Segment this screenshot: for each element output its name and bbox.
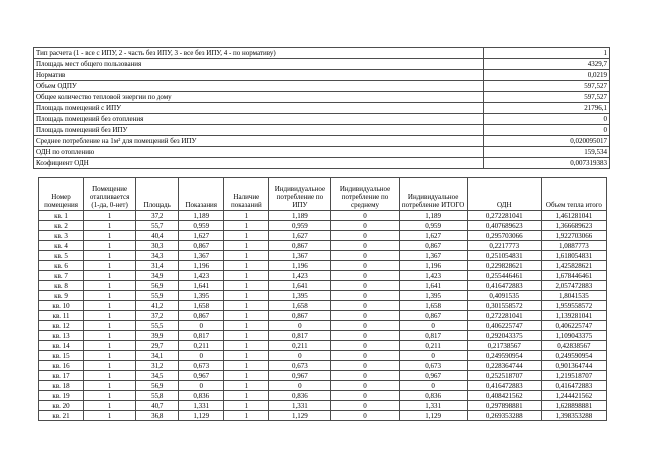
- column-header: Индивидуальное потребление по ИПУ: [269, 178, 331, 211]
- cell: 1: [84, 281, 136, 291]
- cell: 1: [224, 391, 269, 401]
- cell: 0,2217773: [467, 241, 541, 251]
- cell: 0: [399, 351, 467, 361]
- cell: 1,0887773: [541, 241, 606, 251]
- cell: 1,922703066: [541, 231, 606, 241]
- cell: 1: [224, 251, 269, 261]
- cell: 1,423: [269, 271, 331, 281]
- summary-row: [34, 147, 610, 158]
- table-row: [39, 371, 607, 381]
- cell: 0: [331, 411, 399, 421]
- cell: 0: [331, 221, 399, 231]
- cell: 1: [224, 381, 269, 391]
- cell: 1: [84, 261, 136, 271]
- table-row: [39, 391, 607, 401]
- column-header: Индивидуальное потребление ИТОГО: [399, 178, 467, 211]
- apartments-header-row: [39, 178, 607, 211]
- summary-row: [34, 92, 610, 103]
- cell: 1: [84, 241, 136, 251]
- cell: 0,406225747: [541, 321, 606, 331]
- apartments-table-body: [39, 211, 607, 421]
- cell: кв. 2: [39, 221, 84, 231]
- cell: 1: [84, 371, 136, 381]
- column-header: Объем тепла итого: [541, 178, 606, 211]
- cell: 37,2: [136, 311, 179, 321]
- cell: 0,959: [399, 221, 467, 231]
- cell: 1: [224, 341, 269, 351]
- cell: 1,678446461: [541, 271, 606, 281]
- apartments-table: [38, 177, 607, 421]
- cell: 1,658: [399, 301, 467, 311]
- cell: кв. 17: [39, 371, 84, 381]
- cell: кв. 9: [39, 291, 84, 301]
- cell: 1: [84, 341, 136, 351]
- cell: 1: [224, 401, 269, 411]
- cell: 1: [224, 371, 269, 381]
- cell: 1: [84, 231, 136, 241]
- cell: 0,211: [399, 341, 467, 351]
- cell: 0,301558572: [467, 301, 541, 311]
- cell: 1,627: [269, 231, 331, 241]
- table-row: [39, 211, 607, 221]
- cell: 36,8: [136, 411, 179, 421]
- summary-value: 21796,1: [484, 103, 610, 114]
- cell: 1,423: [399, 271, 467, 281]
- summary-value: 0: [484, 114, 610, 125]
- cell: 40,7: [136, 401, 179, 411]
- summary-value: 0,0219: [484, 70, 610, 81]
- cell: кв. 19: [39, 391, 84, 401]
- cell: 0,867: [179, 241, 224, 251]
- table-row: [39, 341, 607, 351]
- cell: кв. 20: [39, 401, 84, 411]
- cell: 0,408421562: [467, 391, 541, 401]
- summary-row: [34, 158, 610, 169]
- table-row: [39, 261, 607, 271]
- cell: 0,867: [399, 311, 467, 321]
- cell: 1,627: [179, 231, 224, 241]
- cell: 0,252518707: [467, 371, 541, 381]
- cell: 0: [331, 321, 399, 331]
- cell: 1,367: [179, 251, 224, 261]
- cell: 1,331: [269, 401, 331, 411]
- cell: 30,3: [136, 241, 179, 251]
- cell: 0: [331, 301, 399, 311]
- table-row: [39, 311, 607, 321]
- summary-value: 4329,7: [484, 59, 610, 70]
- cell: 0: [331, 341, 399, 351]
- summary-row: [34, 59, 610, 70]
- column-header: ОДН: [467, 178, 541, 211]
- table-row: [39, 301, 607, 311]
- cell: 1,196: [399, 261, 467, 271]
- cell: 0,416472883: [541, 381, 606, 391]
- table-row: [39, 281, 607, 291]
- cell: 0,867: [399, 241, 467, 251]
- summary-row: [34, 103, 610, 114]
- table-row: [39, 321, 607, 331]
- cell: кв. 8: [39, 281, 84, 291]
- cell: 0: [269, 351, 331, 361]
- cell: 1,196: [269, 261, 331, 271]
- cell: 0: [331, 391, 399, 401]
- summary-row: [34, 125, 610, 136]
- cell: 1: [84, 291, 136, 301]
- cell: кв. 14: [39, 341, 84, 351]
- cell: 55,9: [136, 291, 179, 301]
- cell: 0: [331, 371, 399, 381]
- cell: 1,461281041: [541, 211, 606, 221]
- summary-row: [34, 48, 610, 59]
- table-row: [39, 351, 607, 361]
- cell: 1: [84, 251, 136, 261]
- summary-label: ОДН по отоплению: [34, 147, 484, 158]
- cell: 0,249590954: [467, 351, 541, 361]
- summary-value: 0,007319383: [484, 158, 610, 169]
- cell: 0,416472883: [467, 281, 541, 291]
- cell: 0,867: [269, 311, 331, 321]
- cell: 0,967: [269, 371, 331, 381]
- cell: 0,211: [269, 341, 331, 351]
- cell: 0: [331, 241, 399, 251]
- cell: 0: [331, 361, 399, 371]
- cell: 1,8041535: [541, 291, 606, 301]
- table-row: [39, 291, 607, 301]
- summary-label: Норматив: [34, 70, 484, 81]
- cell: 0,255446461: [467, 271, 541, 281]
- cell: 0: [399, 321, 467, 331]
- cell: 1: [84, 211, 136, 221]
- cell: 0,901364744: [541, 361, 606, 371]
- cell: 0,406225747: [467, 321, 541, 331]
- cell: 1,628898881: [541, 401, 606, 411]
- cell: 0,21738567: [467, 341, 541, 351]
- cell: 1,425828621: [541, 261, 606, 271]
- cell: 1,618054831: [541, 251, 606, 261]
- cell: 0: [269, 381, 331, 391]
- cell: 1,129: [269, 411, 331, 421]
- cell: 0: [179, 351, 224, 361]
- cell: 0,967: [179, 371, 224, 381]
- cell: 1: [224, 281, 269, 291]
- cell: 0,817: [179, 331, 224, 341]
- summary-label: Площадь мест общего пользования: [34, 59, 484, 70]
- cell: кв. 7: [39, 271, 84, 281]
- cell: кв. 15: [39, 351, 84, 361]
- cell: кв. 4: [39, 241, 84, 251]
- cell: 1: [224, 331, 269, 341]
- summary-label: Тип расчета (1 - все с ИПУ, 2 - часть без ИПУ, 3 - все без ИПУ, 4 - по нормативу): [34, 48, 484, 59]
- cell: 55,8: [136, 391, 179, 401]
- column-header: Наличие показаний: [224, 178, 269, 211]
- cell: 0,817: [269, 331, 331, 341]
- cell: 31,4: [136, 261, 179, 271]
- cell: 0,295703066: [467, 231, 541, 241]
- column-header: Помещение отапливается (1-да, 0-нет): [84, 178, 136, 211]
- cell: 34,5: [136, 371, 179, 381]
- cell: 1,331: [179, 401, 224, 411]
- cell: 1,423: [179, 271, 224, 281]
- cell: 0,416472883: [467, 381, 541, 391]
- cell: 1: [224, 311, 269, 321]
- cell: 0: [331, 401, 399, 411]
- cell: 0: [331, 291, 399, 301]
- cell: кв. 1: [39, 211, 84, 221]
- table-row: [39, 381, 607, 391]
- cell: 1: [224, 261, 269, 271]
- cell: 0,269353288: [467, 411, 541, 421]
- cell: 0,836: [269, 391, 331, 401]
- cell: 0,297898881: [467, 401, 541, 411]
- column-header: Показания: [179, 178, 224, 211]
- cell: 56,9: [136, 381, 179, 391]
- cell: 1: [84, 311, 136, 321]
- cell: 1,189: [399, 211, 467, 221]
- cell: 0,211: [179, 341, 224, 351]
- cell: кв. 3: [39, 231, 84, 241]
- cell: 0: [331, 281, 399, 291]
- cell: 1: [224, 321, 269, 331]
- cell: 0: [269, 321, 331, 331]
- cell: кв. 21: [39, 411, 84, 421]
- cell: 0,407689623: [467, 221, 541, 231]
- cell: 0,228364744: [467, 361, 541, 371]
- cell: 0: [331, 251, 399, 261]
- cell: 1: [224, 291, 269, 301]
- cell: 1,398353288: [541, 411, 606, 421]
- cell: кв. 10: [39, 301, 84, 311]
- cell: 37,2: [136, 211, 179, 221]
- cell: 1,196: [179, 261, 224, 271]
- cell: 1: [224, 271, 269, 281]
- cell: 0,673: [399, 361, 467, 371]
- cell: 0: [331, 311, 399, 321]
- column-header: Индивидуальное потребление по среднему: [331, 178, 399, 211]
- cell: 2,057472883: [541, 281, 606, 291]
- cell: 0: [331, 381, 399, 391]
- cell: 1: [84, 411, 136, 421]
- cell: 0,673: [179, 361, 224, 371]
- cell: 1,244421562: [541, 391, 606, 401]
- summary-row: [34, 114, 610, 125]
- summary-label: Площадь помещений без ИПУ: [34, 125, 484, 136]
- cell: 1,219518707: [541, 371, 606, 381]
- cell: 0: [331, 351, 399, 361]
- table-row: [39, 231, 607, 241]
- cell: 1,641: [399, 281, 467, 291]
- cell: 1: [84, 271, 136, 281]
- summary-value: 0,020095017: [484, 136, 610, 147]
- summary-value: 597,527: [484, 81, 610, 92]
- cell: 1: [84, 221, 136, 231]
- cell: 1,367: [269, 251, 331, 261]
- cell: 1,658: [179, 301, 224, 311]
- cell: 0,42838567: [541, 341, 606, 351]
- cell: 0,229828621: [467, 261, 541, 271]
- cell: 0: [331, 261, 399, 271]
- cell: 1,139281041: [541, 311, 606, 321]
- cell: 1: [84, 351, 136, 361]
- cell: 0: [179, 381, 224, 391]
- cell: 1,129: [179, 411, 224, 421]
- cell: 0,272281041: [467, 311, 541, 321]
- cell: 56,9: [136, 281, 179, 291]
- cell: 0,251054831: [467, 251, 541, 261]
- cell: 0: [331, 211, 399, 221]
- summary-label: Объем ОДПУ: [34, 81, 484, 92]
- cell: 1: [84, 331, 136, 341]
- table-row: [39, 251, 607, 261]
- cell: 0,817: [399, 331, 467, 341]
- cell: 1: [224, 361, 269, 371]
- cell: 34,3: [136, 251, 179, 261]
- cell: 1,129: [399, 411, 467, 421]
- cell: кв. 13: [39, 331, 84, 341]
- summary-table-body: [34, 48, 610, 169]
- cell: 1: [224, 211, 269, 221]
- cell: 0,959: [179, 221, 224, 231]
- cell: 0: [331, 271, 399, 281]
- summary-row: [34, 136, 610, 147]
- table-row: [39, 221, 607, 231]
- cell: 1: [224, 411, 269, 421]
- cell: 0,673: [269, 361, 331, 371]
- cell: 1: [224, 301, 269, 311]
- cell: 34,1: [136, 351, 179, 361]
- cell: 0: [331, 231, 399, 241]
- cell: 1,395: [399, 291, 467, 301]
- cell: кв. 12: [39, 321, 84, 331]
- cell: 41,2: [136, 301, 179, 311]
- cell: 0,249590954: [541, 351, 606, 361]
- summary-value: 597,527: [484, 92, 610, 103]
- cell: 0,836: [399, 391, 467, 401]
- cell: 1,395: [179, 291, 224, 301]
- table-row: [39, 271, 607, 281]
- cell: 1: [224, 241, 269, 251]
- cell: 1: [224, 351, 269, 361]
- cell: кв. 5: [39, 251, 84, 261]
- cell: кв. 16: [39, 361, 84, 371]
- cell: 1: [224, 231, 269, 241]
- summary-table: [33, 47, 610, 169]
- cell: 1,366689623: [541, 221, 606, 231]
- cell: 1,641: [179, 281, 224, 291]
- cell: 1: [84, 321, 136, 331]
- cell: 1: [84, 381, 136, 391]
- summary-row: [34, 81, 610, 92]
- summary-label: Общее количество тепловой энергии по дому: [34, 92, 484, 103]
- summary-value: 159,534: [484, 147, 610, 158]
- cell: 55,5: [136, 321, 179, 331]
- cell: кв. 11: [39, 311, 84, 321]
- cell: 1,109043375: [541, 331, 606, 341]
- summary-label: Площадь помещений с ИПУ: [34, 103, 484, 114]
- cell: 1,331: [399, 401, 467, 411]
- cell: 1: [84, 391, 136, 401]
- summary-value: 1: [484, 48, 610, 59]
- summary-label: Площадь помещений без отопления: [34, 114, 484, 125]
- cell: 1,627: [399, 231, 467, 241]
- cell: 0: [179, 321, 224, 331]
- table-row: [39, 331, 607, 341]
- cell: 1,658: [269, 301, 331, 311]
- cell: 1,189: [269, 211, 331, 221]
- cell: 31,2: [136, 361, 179, 371]
- cell: 1,367: [399, 251, 467, 261]
- cell: 0,272281041: [467, 211, 541, 221]
- cell: 29,7: [136, 341, 179, 351]
- cell: 40,4: [136, 231, 179, 241]
- table-row: [39, 241, 607, 251]
- cell: 0,959: [269, 221, 331, 231]
- cell: 0,4091535: [467, 291, 541, 301]
- summary-value: 0: [484, 125, 610, 136]
- cell: 0,967: [399, 371, 467, 381]
- summary-label: Коэфициент ОДН: [34, 158, 484, 169]
- cell: 0: [399, 381, 467, 391]
- summary-row: [34, 70, 610, 81]
- cell: 1,641: [269, 281, 331, 291]
- cell: 0,867: [179, 311, 224, 321]
- column-header: Площадь: [136, 178, 179, 211]
- cell: 1,395: [269, 291, 331, 301]
- cell: 0,867: [269, 241, 331, 251]
- table-row: [39, 401, 607, 411]
- cell: кв. 6: [39, 261, 84, 271]
- cell: 1: [224, 221, 269, 231]
- cell: 1: [84, 301, 136, 311]
- cell: кв. 18: [39, 381, 84, 391]
- cell: 39,9: [136, 331, 179, 341]
- table-row: [39, 361, 607, 371]
- cell: 1,959558572: [541, 301, 606, 311]
- cell: 34,9: [136, 271, 179, 281]
- cell: 0: [331, 331, 399, 341]
- cell: 1,189: [179, 211, 224, 221]
- cell: 1: [84, 401, 136, 411]
- cell: 0,292043375: [467, 331, 541, 341]
- cell: 55,7: [136, 221, 179, 231]
- cell: 0,836: [179, 391, 224, 401]
- summary-label: Среднее потребление на 1м² для помещений без ИПУ: [34, 136, 484, 147]
- table-row: [39, 411, 607, 421]
- cell: 1: [84, 361, 136, 371]
- column-header: Номер помещения: [39, 178, 84, 211]
